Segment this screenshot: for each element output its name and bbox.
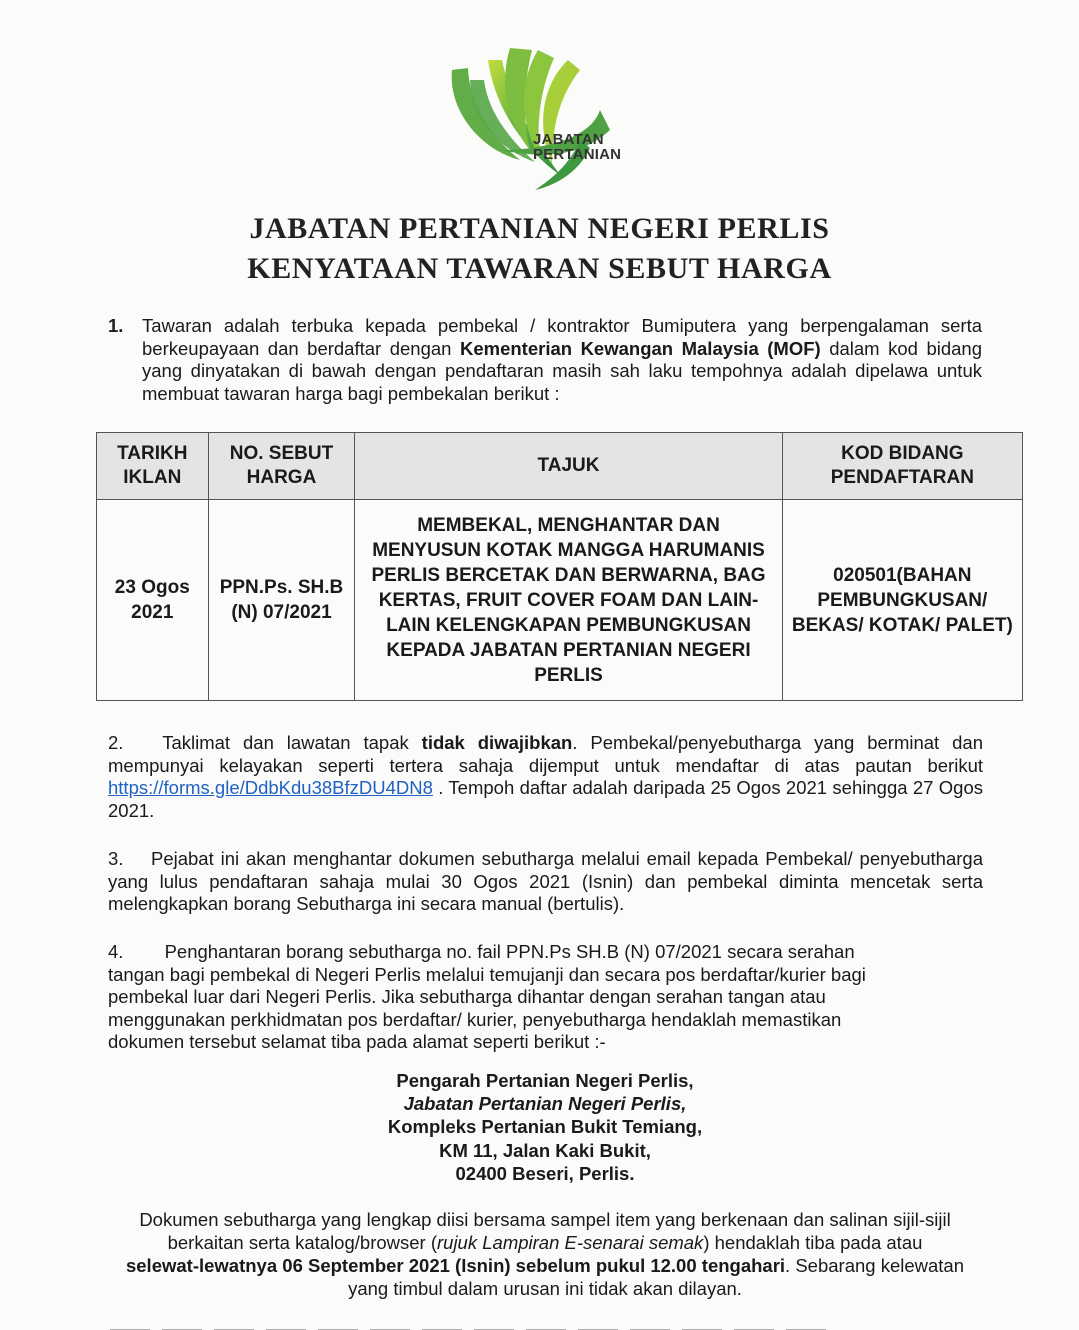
address-line5: 02400 Beseri, Perlis. bbox=[455, 1162, 635, 1184]
section1-paragraph bbox=[142, 315, 982, 405]
closing-text-italic: rujuk Lampiran E-senarai semak bbox=[437, 1232, 704, 1253]
registration-link[interactable]: https://forms.gle/DdbKdu38BfzDU4DN8 bbox=[108, 777, 433, 798]
section2-text-b: . Pembekal/penyebutharga yang berminat dan mempunyai kelayakan seperti tertera sahaja dijemput untuk mendaftar di atas pautan berikut bbox=[108, 732, 983, 776]
section2-text-bold: tidak diwajibkan bbox=[421, 732, 573, 753]
cut-off-text-line bbox=[110, 1320, 890, 1330]
section1-text-bold: Kementerian Kewangan Malaysia (MOF) bbox=[459, 337, 821, 359]
address-line1: Pengarah Pertanian Negeri Perlis, bbox=[396, 1070, 694, 1091]
cell-date: 23 Ogos 2021 bbox=[97, 500, 209, 701]
page-title: JABATAN PERTANIAN NEGERI PERLIS bbox=[249, 212, 830, 245]
section3-number: 3. bbox=[108, 848, 124, 869]
address-line4: KM 11, Jalan Kaki Bukit, bbox=[439, 1139, 651, 1161]
closing-text-a: Dokumen sebutharga yang lengkap diisi bersama sampel item yang berkenaan dan salinan sijil-sijil berkaitan serta katalog/browser ( bbox=[139, 1209, 951, 1253]
closing-deadline: selewat-lewatnya 06 September 2021 (Isnin) sebelum pukul 12.00 tengahari bbox=[125, 1255, 786, 1276]
table-row bbox=[97, 500, 1023, 701]
header-code: KOD BIDANG PENDAFTARAN bbox=[782, 433, 1022, 500]
section3-paragraph bbox=[108, 848, 983, 916]
delivery-address bbox=[0, 1069, 1079, 1185]
closing-paragraph bbox=[110, 1208, 980, 1300]
logo-text-line2: PERTANIAN bbox=[533, 146, 622, 163]
section4-number: 4. bbox=[108, 941, 124, 962]
section2-text-c: . Tempoh daftar adalah daripada 25 Ogos 2021 sehingga 27 Ogos 2021. bbox=[108, 777, 983, 821]
header-title: TAJUK bbox=[355, 433, 782, 500]
cell-title: MEMBEKAL, MENGHANTAR DAN MENYUSUN KOTAK MANGGA HARUMANIS PERLIS BERCETAK DAN BERWARNA, BAG KERTAS, FRUIT COVER FOAM DAN LAIN-LAIN KELENGKAPAN PEMBUNGKUSAN KEPADA JABATAN PERTANIAN NEGERI PERLIS bbox=[355, 500, 782, 701]
logo-text bbox=[533, 132, 621, 162]
tender-table bbox=[96, 432, 1023, 701]
header-date: TARIKH IKLAN bbox=[97, 433, 209, 500]
closing-text-c: . Sebarang kelewatan yang timbul dalam urusan ini tidak akan dilayan. bbox=[348, 1255, 965, 1299]
address-line3: Kompleks Pertanian Bukit Temiang, bbox=[387, 1116, 703, 1138]
closing-text-b: ) hendaklah tiba pada atau bbox=[703, 1232, 923, 1253]
table-header-row bbox=[97, 433, 1023, 500]
logo-text-line1: JABATAN bbox=[533, 131, 604, 148]
address-line2: Jabatan Pertanian Negeri Perlis, bbox=[403, 1093, 687, 1115]
section2-number: 2. bbox=[108, 732, 124, 753]
header-ref: NO. SEBUT HARGA bbox=[208, 433, 355, 500]
section1-text-b: dalam kod bidang yang dinyatakan di bawah dengan pendaftaran masih sah laku tempohnya adalah dipelawa untuk membuat tawaran harga bagi pembekalan berikut : bbox=[142, 337, 983, 404]
cell-ref: PPN.Ps. SH.B (N) 07/2021 bbox=[208, 500, 355, 701]
cell-code: 020501(BAHAN PEMBUNGKUSAN/ BEKAS/ KOTAK/ PALET) bbox=[782, 500, 1022, 701]
section2-paragraph bbox=[108, 732, 983, 822]
section4-text: Penghantaran borang sebutharga no. fail PPN.Ps SH.B (N) 07/2021 secara serahan tangan bagi pembekal di Negeri Perlis melalui temujanji dan secara pos berdaftar/kurier bagi pembekal luar dari Negeri Perlis. Jika sebutharga dihantar dengan serahan tangan atau menggunakan perkhidmatan pos berdaftar/ kurier, penyebutharga hendaklah memastikan dokumen tersebut selamat tiba pada alamat seperti berikut :- bbox=[108, 941, 866, 1052]
section3-text: Pejabat ini akan menghantar dokumen sebutharga melalui email kepada Pembekal/ penyebutharga yang lulus pendaftaran sahaja mulai 30 Ogos 2021 (Isnin) dan pembekal diminta mencetak serta melengkapkan borang Sebutharga ini secara manual (bertulis). bbox=[108, 848, 983, 914]
section2-text-a: Taklimat dan lawatan tapak bbox=[162, 732, 422, 753]
page-subtitle: KENYATAAN TAWARAN SEBUT HARGA bbox=[247, 252, 832, 285]
section1-text-a: Tawaran adalah terbuka kepada pembekal / kontraktor Bumiputera yang berpengalaman serta berkeupayaan dan berdaftar dengan bbox=[142, 315, 982, 359]
section1-number: 1. bbox=[108, 315, 124, 336]
leaf-emblem-icon bbox=[440, 40, 670, 200]
section4-paragraph bbox=[108, 941, 908, 1054]
